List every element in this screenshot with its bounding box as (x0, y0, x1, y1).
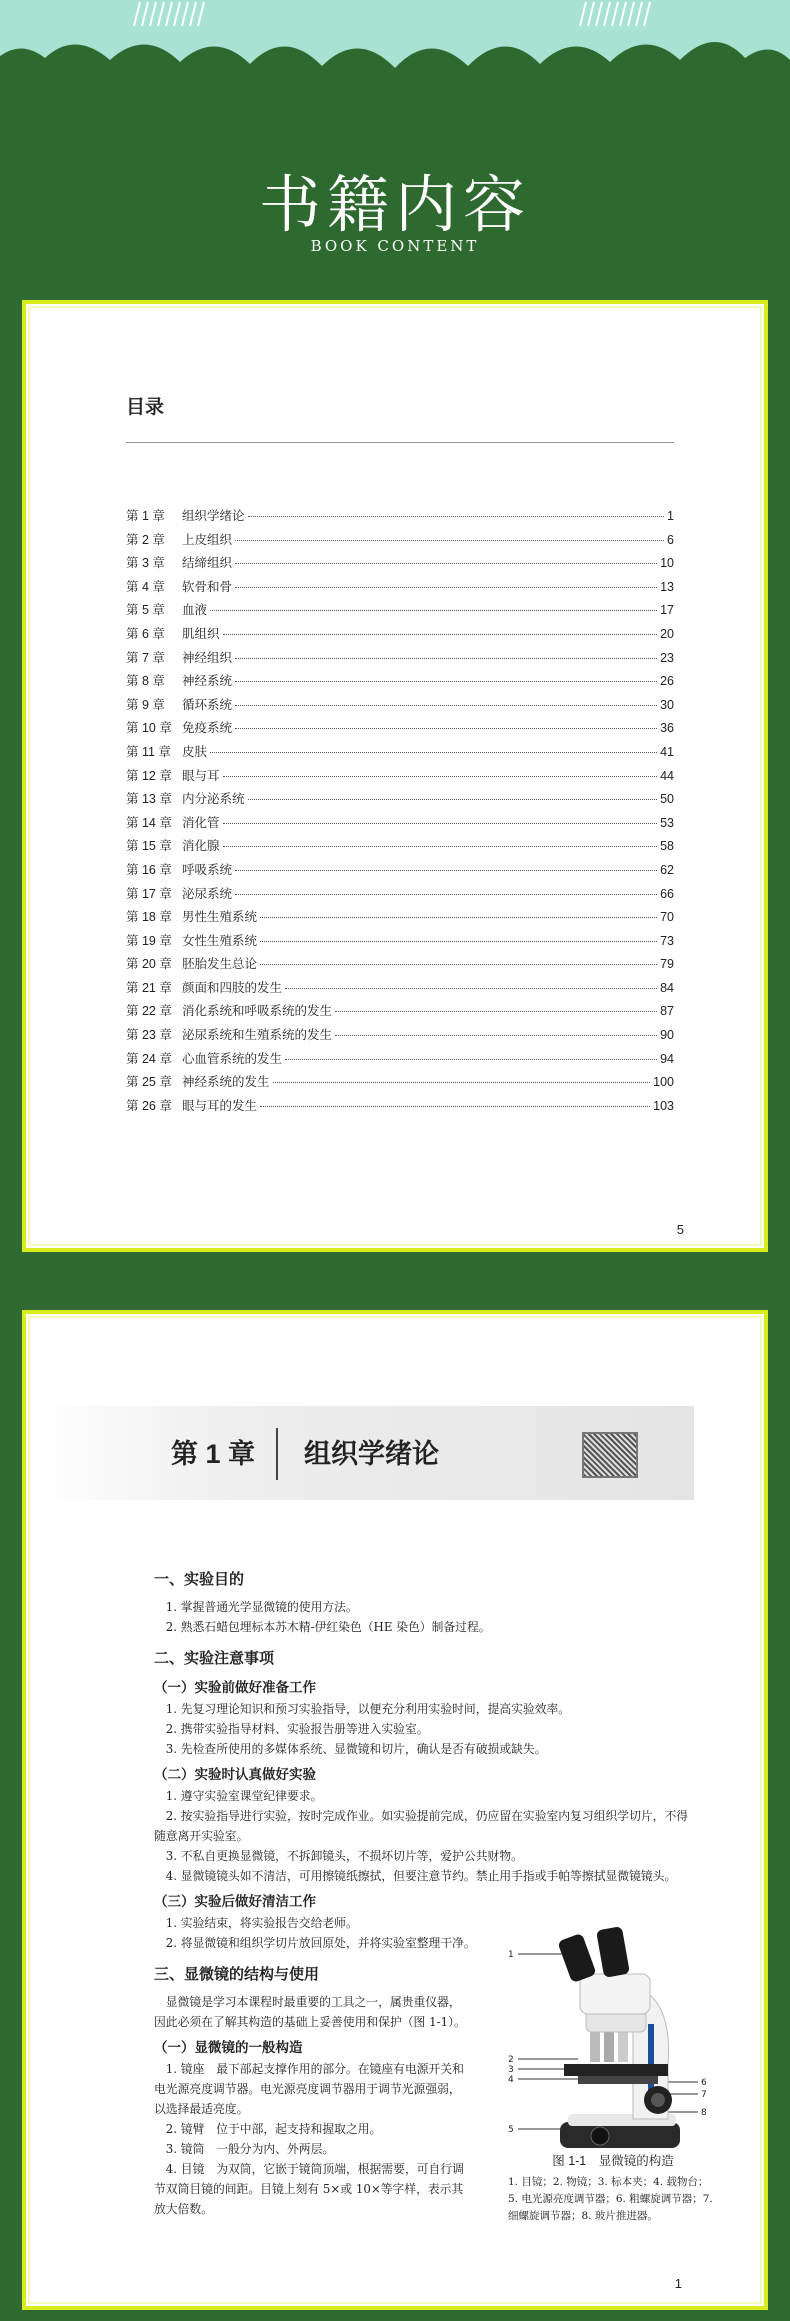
figure-caption: 图 1-1 显微镜的构造 (552, 2154, 674, 2168)
figure-label: 1 (508, 1950, 514, 1960)
toc-chapter-number: 第 7 章 (126, 650, 165, 665)
toc-chapter-number: 第 24 章 (126, 1051, 172, 1066)
toc-page: 62 (660, 862, 674, 877)
paragraph: 4. 显微镜镜头如不清洁，可用擦镜纸擦拭，但要注意节约。禁止用手指或手帕等擦拭显微镜镜头。 (165, 1869, 677, 1883)
toc-leader-dots (235, 681, 657, 682)
toc-chapter-name: 泌尿系统 (182, 886, 233, 901)
toc-chapter-number: 第 8 章 (126, 674, 165, 689)
toc-chapter-name: 免疫系统 (182, 721, 233, 736)
toc-list (126, 506, 674, 1119)
toc-page: 41 (660, 744, 674, 759)
figure-label: 4 (508, 2075, 514, 2085)
chapter-card (22, 1310, 768, 2310)
chapter-separator (276, 1428, 278, 1480)
figure-label: 8 (701, 2108, 707, 2118)
toc-chapter-number: 第 19 章 (126, 933, 172, 948)
toc-chapter-name: 血液 (182, 603, 208, 618)
toc-chapter-number: 第 2 章 (126, 532, 165, 547)
toc-leader-dots (223, 776, 658, 777)
toc-entry (126, 978, 674, 1002)
toc-leader-dots (235, 894, 657, 895)
toc-entry (126, 506, 674, 530)
toc-entry (126, 954, 674, 978)
chapter-page-number: 1 (674, 2276, 682, 2291)
toc-chapter-name: 男性生殖系统 (182, 910, 258, 925)
paragraph: 4. 目镜 为双筒，它嵌于镜筒顶端，根据需要，可自行调节双筒目镜的间距。目镜上刻有 5×或 10×等字样，表示其放大倍数。 (154, 2162, 464, 2216)
toc-entry (126, 718, 674, 742)
toc-entry (126, 813, 674, 837)
toc-chapter-name: 循环系统 (182, 697, 233, 712)
toc-leader-dots (235, 870, 657, 871)
figure-label: 7 (701, 2090, 707, 2100)
toc-leader-dots (235, 658, 657, 659)
qr-code-icon (582, 1432, 638, 1478)
left-decoration-icon (128, 0, 208, 28)
paragraph: 1. 镜座 最下部起支撑作用的部分。在镜座有电源开关和电光源亮度调节器。电光源亮度调节器用于调节光源强弱，以选择最适亮度。 (154, 2062, 464, 2116)
toc-entry (126, 766, 674, 790)
paragraph: 3. 镜筒 一般分为内、外两层。 (165, 2142, 335, 2156)
toc-leader-dots (248, 799, 658, 800)
toc-chapter-number: 第 17 章 (126, 886, 172, 901)
toc-chapter-name: 皮肤 (182, 744, 208, 759)
toc-leader-dots (210, 610, 657, 611)
toc-chapter-number: 第 21 章 (126, 980, 172, 995)
paragraph: 3. 不私自更换显微镜，不拆卸镜头，不损坏切片等，爱护公共财物。 (165, 1849, 523, 1863)
toc-chapter-number: 第 18 章 (126, 910, 172, 925)
chapter-number: 第 1 章 (171, 1439, 256, 1469)
chapter-title: 组织学绪论 (304, 1439, 439, 1469)
toc-page: 30 (660, 697, 674, 712)
paragraph: 2. 熟悉石蜡包埋标本苏木精-伊红染色（HE 染色）制备过程。 (165, 1620, 491, 1634)
toc-page: 53 (660, 815, 674, 830)
toc-entry (126, 1072, 674, 1096)
toc-chapter-number: 第 13 章 (126, 792, 172, 807)
toc-chapter-name: 消化系统和呼吸系统的发生 (182, 1004, 333, 1019)
subsection-heading: （三）实验后做好清洁工作 (154, 1894, 316, 1909)
toc-leader-dots (260, 964, 657, 965)
toc-chapter-name: 泌尿系统和生殖系统的发生 (182, 1028, 333, 1043)
paragraph: 显微镜是学习本课程时最重要的工具之一，属贵重仪器，因此必须在了解其构造的基础上妥善使用和保护（图 1-1）。 (154, 1995, 466, 2029)
toc-leader-dots (235, 563, 657, 564)
figure-label: 6 (701, 2078, 707, 2088)
toc-heading: 目录 (126, 397, 165, 418)
toc-chapter-name: 结缔组织 (182, 556, 233, 571)
toc-leader-dots (235, 705, 657, 706)
toc-chapter-number: 第 4 章 (126, 579, 165, 594)
toc-chapter-number: 第 22 章 (126, 1004, 172, 1019)
paragraph: 1. 遵守实验室课堂纪律要求。 (165, 1789, 323, 1803)
toc-divider (126, 442, 674, 443)
toc-page: 79 (660, 957, 674, 972)
toc-chapter-number: 第 23 章 (126, 1028, 172, 1043)
toc-chapter-number: 第 12 章 (126, 768, 172, 783)
paragraph: 1. 掌握普通光学显微镜的使用方法。 (165, 1600, 358, 1614)
toc-chapter-number: 第 11 章 (126, 744, 171, 759)
toc-chapter-number: 第 14 章 (126, 815, 172, 830)
toc-chapter-number: 第 15 章 (126, 839, 172, 854)
section-heading: 一、实验目的 (154, 1571, 245, 1588)
header-banner (0, 0, 790, 290)
toc-chapter-number: 第 10 章 (126, 721, 172, 736)
toc-entry (126, 600, 674, 624)
toc-entry (126, 1096, 674, 1120)
toc-entry (126, 742, 674, 766)
paragraph: 1. 实验结束，将实验报告交给老师。 (165, 1916, 358, 1930)
subsection-heading: （一）实验前做好准备工作 (154, 1680, 316, 1695)
toc-chapter-name: 消化管 (182, 815, 220, 830)
toc-page: 6 (667, 532, 674, 547)
toc-chapter-name: 内分泌系统 (182, 792, 245, 807)
toc-entry (126, 648, 674, 672)
toc-page: 26 (660, 674, 674, 689)
toc-leader-dots (248, 516, 665, 517)
toc-page: 17 (660, 603, 674, 618)
toc-page: 94 (660, 1051, 674, 1066)
paragraph: 2. 将显微镜和组织学切片放回原处，并将实验室整理干净。 (165, 1936, 476, 1950)
toc-page: 73 (660, 933, 674, 948)
toc-page: 70 (660, 910, 674, 925)
toc-chapter-name: 神经系统 (182, 674, 233, 689)
toc-chapter-name: 心血管系统的发生 (182, 1051, 283, 1066)
paragraph: 2. 镜臂 位于中部，起支持和握取之用。 (165, 2122, 382, 2136)
toc-entry (126, 789, 674, 813)
paragraph: 3. 先检查所使用的多媒体系统、显微镜和切片，确认是否有破损或缺失。 (165, 1742, 547, 1756)
toc-chapter-name: 组织学绪论 (182, 509, 245, 523)
toc-entry (126, 860, 674, 884)
toc-leader-dots (223, 634, 658, 635)
toc-leader-dots (235, 540, 664, 541)
toc-leader-dots (223, 823, 658, 824)
toc-chapter-name: 神经组织 (182, 650, 233, 665)
toc-leader-dots (335, 1035, 657, 1036)
toc-page-number: 5 (676, 1222, 684, 1237)
toc-leader-dots (235, 728, 657, 729)
toc-chapter-name: 眼与耳 (182, 768, 220, 783)
toc-leader-dots (273, 1082, 651, 1083)
toc-entry (126, 695, 674, 719)
toc-entry (126, 624, 674, 648)
toc-page: 10 (660, 556, 674, 571)
toc-leader-dots (285, 1059, 657, 1060)
toc-card (22, 300, 768, 1252)
toc-page: 23 (660, 650, 674, 665)
toc-chapter-number: 第 1 章 (126, 509, 165, 523)
toc-leader-dots (285, 988, 657, 989)
toc-page: 44 (660, 768, 674, 783)
toc-chapter-name: 消化腺 (182, 839, 220, 854)
toc-page: 66 (660, 886, 674, 901)
toc-page: 100 (653, 1075, 674, 1090)
toc-entry (126, 671, 674, 695)
paragraph: 2. 按实验指导进行实验，按时完成作业。如实验提前完成，仍应留在实验室内复习组织学切片，不得随意离开实验室。 (154, 1809, 689, 1843)
toc-page: 13 (660, 579, 674, 594)
toc-entry (126, 1025, 674, 1049)
toc-page: 90 (660, 1028, 674, 1043)
figure-legend: 1. 目镜；2. 物镜；3. 标本夹；4. 载物台；5. 电光源亮度调节器；6. 粗螺旋调节器；7. 细螺旋调节器；8. 玻片推进器。 (508, 2176, 713, 2222)
toc-chapter-name: 软骨和骨 (182, 579, 233, 594)
toc-entry (126, 1049, 674, 1073)
page-subtitle: BOOK CONTENT (310, 237, 480, 255)
toc-chapter-name: 女性生殖系统 (182, 933, 258, 948)
toc-chapter-name: 眼与耳的发生 (182, 1098, 258, 1113)
subsection-heading: （一）显微镜的一般构造 (154, 2040, 303, 2055)
toc-leader-dots (260, 1106, 650, 1107)
toc-page: 20 (660, 626, 674, 641)
toc-entry (126, 907, 674, 931)
toc-entry (126, 577, 674, 601)
toc-chapter-number: 第 25 章 (126, 1075, 172, 1090)
toc-chapter-name: 呼吸系统 (182, 862, 233, 877)
toc-page: 84 (660, 980, 674, 995)
toc-chapter-number: 第 9 章 (126, 697, 165, 712)
toc-chapter-number: 第 5 章 (126, 603, 165, 618)
paragraph: 1. 先复习理论知识和预习实验指导，以便充分利用实验时间，提高实验效率。 (165, 1702, 571, 1716)
page-title: 书籍内容 (258, 168, 531, 241)
toc-leader-dots (223, 846, 658, 847)
toc-entry (126, 553, 674, 577)
subsection-heading: （二）实验时认真做好实验 (154, 1767, 316, 1782)
paragraph: 2. 携带实验指导材料、实验报告册等进入实验室。 (165, 1722, 429, 1736)
toc-page: 103 (653, 1098, 674, 1113)
toc-page: 58 (660, 839, 674, 854)
toc-entry (126, 931, 674, 955)
figure-label: 3 (508, 2065, 514, 2075)
toc-leader-dots (235, 587, 657, 588)
section-heading: 三、显微镜的结构与使用 (154, 1966, 320, 1983)
toc-chapter-name: 颜面和四肢的发生 (182, 980, 283, 995)
toc-entry (126, 884, 674, 908)
toc-page: 1 (667, 509, 674, 523)
toc-page: 87 (660, 1004, 674, 1019)
toc-chapter-name: 肌组织 (182, 626, 220, 641)
toc-chapter-number: 第 26 章 (126, 1098, 172, 1113)
toc-entry (126, 836, 674, 860)
toc-chapter-name: 神经系统的发生 (182, 1075, 270, 1090)
toc-chapter-number: 第 16 章 (126, 862, 172, 877)
toc-page: 50 (660, 792, 674, 807)
toc-entry (126, 1001, 674, 1025)
toc-leader-dots (260, 917, 657, 918)
toc-chapter-name: 上皮组织 (182, 532, 233, 547)
toc-leader-dots (210, 752, 657, 753)
toc-leader-dots (335, 1011, 657, 1012)
toc-chapter-number: 第 3 章 (126, 556, 165, 571)
toc-chapter-number: 第 6 章 (126, 626, 165, 641)
right-decoration-icon (574, 0, 654, 28)
toc-leader-dots (260, 941, 657, 942)
toc-chapter-name: 胚胎发生总论 (182, 957, 258, 972)
toc-entry (126, 530, 674, 554)
figure-label: 5 (508, 2125, 514, 2135)
toc-chapter-number: 第 20 章 (126, 957, 172, 972)
figure-label: 2 (508, 2055, 514, 2065)
toc-page: 36 (660, 721, 674, 736)
section-heading: 二、实验注意事项 (154, 1650, 275, 1667)
